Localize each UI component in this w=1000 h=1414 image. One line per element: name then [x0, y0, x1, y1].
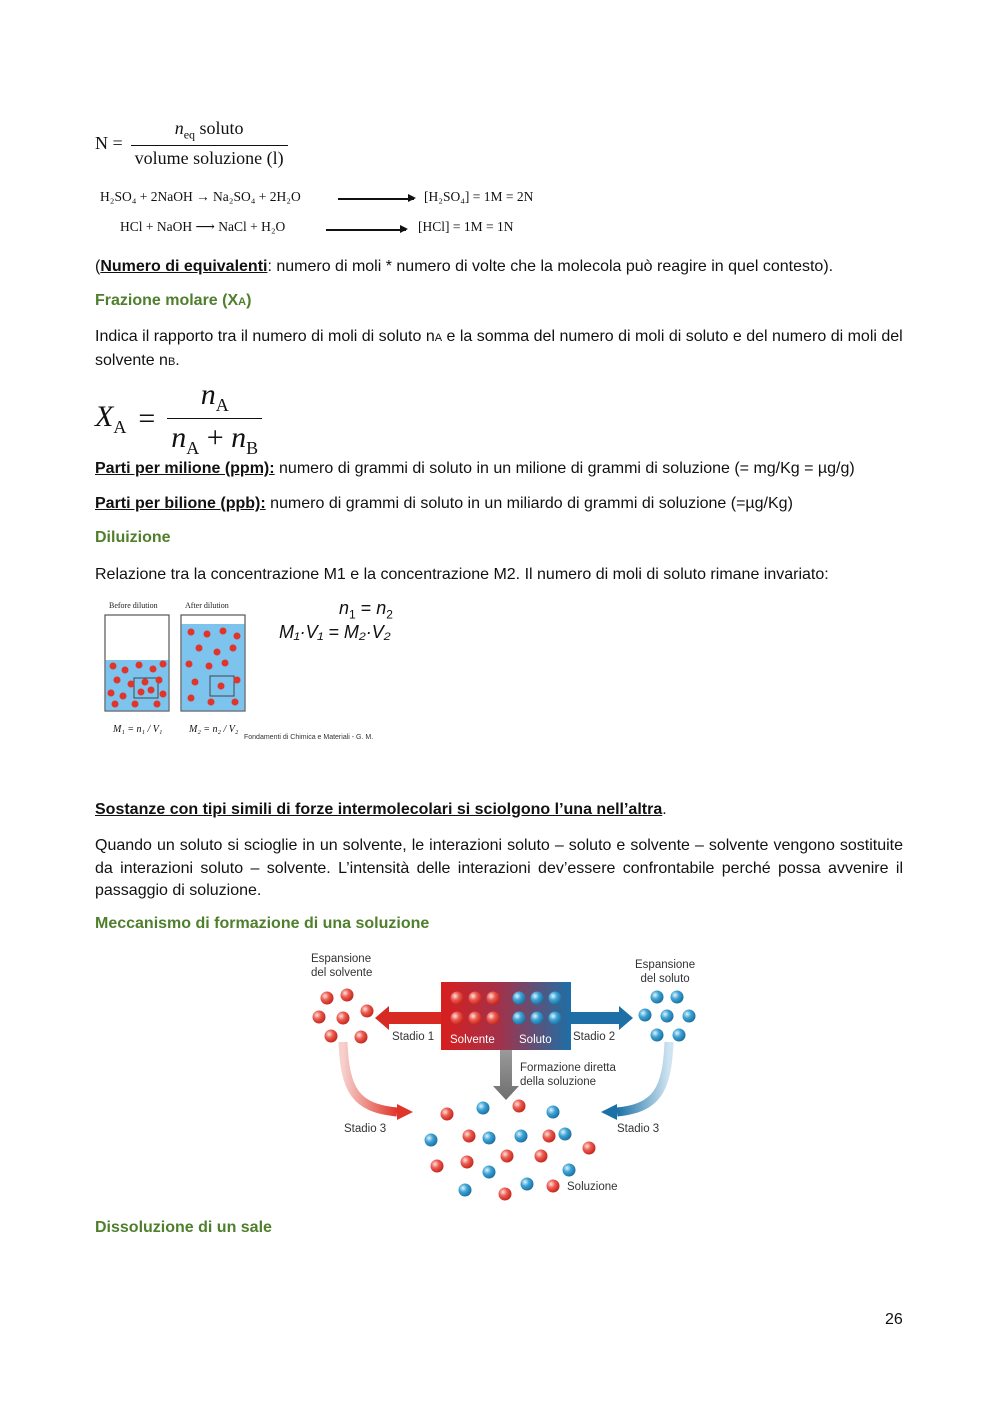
page-number: 26	[885, 1311, 903, 1328]
reaction-1-result: [H₂SO₄] = 1M = 2N	[424, 189, 534, 204]
stage-3-left-arrowhead	[397, 1104, 413, 1120]
ppm-paragraph: Parti per milione (ppm): numero di grammi di soluto in un milione di grammi di soluzione (= mg/Kg = µg/g)	[95, 460, 855, 477]
ppb-paragraph: Parti per bilione (ppb): numero di grammi di soluto in un miliardo di grammi di soluzione (=µg/Kg)	[95, 495, 793, 512]
reaction-2-equation: HCl + NaOH ⟶ NaCl + H₂O	[120, 219, 286, 234]
stage-2-arrow	[571, 1006, 633, 1030]
solute-label: Soluto	[519, 1034, 552, 1046]
stage-3-left-label: Stadio 3	[344, 1123, 387, 1135]
dilution-eq-mv: M₁·V₁ = M₂·V₂	[279, 622, 391, 642]
dilution-eq-moles: $n_1 = n_2$	[339, 598, 393, 622]
intermolecular-term: Sostanze con tipi simili di forze intermolecolari si sciolgono l’una nell’altra	[95, 801, 663, 818]
solvent-label: Solvente	[450, 1034, 495, 1046]
reaction-1-equation: H₂SO₄ + 2NaOH → Na₂SO₄ + 2H₂O	[100, 189, 301, 204]
stage-3-right-arrow	[617, 1042, 669, 1112]
solute-expansion-label: Espansione del soluto	[635, 959, 696, 985]
reaction-2-result: [HCl] = 1M = 1N	[418, 219, 514, 234]
solute-expansion-particles	[639, 991, 696, 1042]
heading-dilution: Diluizione	[95, 529, 171, 546]
stage-3-right-arrowhead	[601, 1104, 617, 1120]
m1-label: M₁ = n₁ / V₁	[113, 724, 163, 735]
heading-salt-dissolution: Dissoluzione di un sale	[95, 1219, 272, 1236]
direct-formation-arrow	[493, 1050, 519, 1100]
direct-formation-label: Formazione diretta della soluzione	[520, 1062, 616, 1088]
equivalents-paragraph: (Numero di equivalenti: numero di moli * numero di volte che la molecola può reagire in quel contesto).	[95, 258, 834, 275]
mole-fraction-fraction: $\frac{n_A}{n_A + n_B}$	[167, 378, 262, 459]
dilution-figure	[95, 598, 415, 758]
normality-denominator: volume soluzione (l)	[131, 145, 288, 169]
ppm-term: Parti per milione (ppm):	[95, 460, 275, 477]
after-dilution-label: After dilution	[185, 601, 229, 610]
intermolecular-paragraph: Sostanze con tipi simili di forze intermolecolari si sciolgono l’una nell’altra.	[95, 801, 667, 818]
reaction-1-arrow	[338, 198, 414, 200]
stage-1-label: Stadio 1	[392, 1031, 435, 1043]
reaction-2-arrow	[326, 229, 406, 231]
stage-1-arrow	[375, 1006, 441, 1030]
solvent-expansion-label: Espansione del solvente	[311, 953, 373, 979]
heading-mechanism: Meccanismo di formazione di una soluzione	[95, 915, 430, 932]
stage-3-left-arrow	[343, 1042, 397, 1112]
mole-fraction-paragraph: Indica il rapporto tra il numero di moli di soluto nA e la somma del numero di moli di soluto e del numero di moli del solvente nB.	[95, 328, 903, 369]
mechanism-figure-svg	[305, 950, 705, 1205]
solution-label: Soluzione	[567, 1181, 618, 1193]
normality-fraction: $\frac{n_{eq} soluto}{\text{volume soluzione (l)}}$	[131, 118, 288, 169]
solvent-expansion-particles	[313, 989, 374, 1044]
dilution-paragraph: Relazione tra la concentrazione M1 e la concentrazione M2. Il numero di moli di soluto rimane invariato:	[95, 566, 829, 583]
mole-fraction-formula: $X_A$ = $\frac{n_A}{n_A + n_B}$	[95, 378, 262, 459]
normality-lhs: N =	[95, 132, 123, 153]
heading-mole-fraction: Frazione molare (XA)	[95, 292, 252, 309]
solution-paragraph: Quando un soluto si scioglie in un solvente, le interazioni soluto – soluto e solvente – solvente vengono sostituite da interazioni soluto – solvente. L’intensità delle interazioni dev’essere confrontabile perché possa avvenire il passaggio di soluzione.	[95, 837, 903, 899]
m2-label: M₂ = n₂ / V₂	[189, 724, 239, 735]
dilution-credit: Fondamenti di Chimica e Materiali - G. M.	[244, 734, 374, 741]
stage-2-label: Stadio 2	[573, 1031, 616, 1043]
normality-formula	[95, 118, 288, 169]
ppb-term: Parti per bilione (ppb):	[95, 495, 266, 512]
before-dilution-label: Before dilution	[109, 601, 158, 610]
equivalents-term: Numero di equivalenti	[100, 258, 268, 275]
stage-3-right-label: Stadio 3	[617, 1123, 660, 1135]
mechanism-figure	[305, 950, 705, 1205]
